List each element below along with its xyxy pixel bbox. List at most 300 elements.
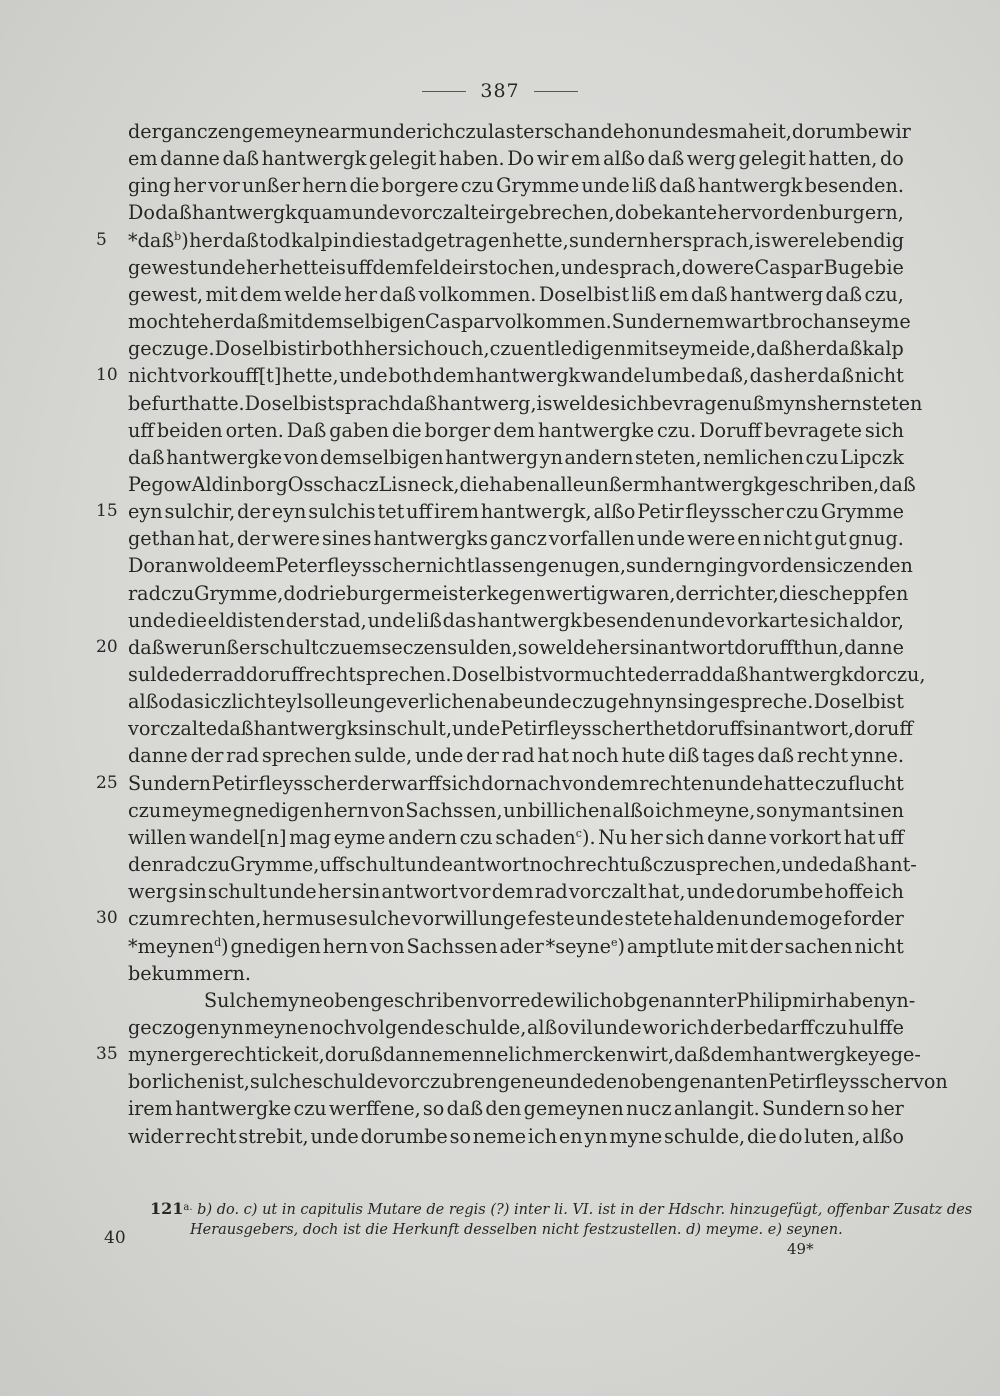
word: unde: [739, 907, 789, 930]
word: den: [593, 1070, 630, 1093]
word: sprach,: [682, 229, 755, 252]
word: unde: [310, 1125, 359, 1148]
word: en: [737, 527, 762, 550]
word: irem: [434, 500, 479, 523]
word: ist,: [220, 1070, 250, 1093]
word: czu: [805, 446, 839, 469]
word: abe: [487, 690, 523, 713]
word: stad: [382, 229, 424, 252]
word: vormuchte: [541, 663, 647, 686]
word: hantwergk: [475, 364, 581, 387]
word: unde: [545, 1070, 594, 1093]
word: arm: [329, 120, 369, 143]
word: sulche: [348, 907, 412, 930]
word: kalp: [862, 337, 904, 360]
word: *meynen$^d$): [128, 935, 229, 958]
word: yn: [539, 446, 563, 469]
word: Nu: [598, 826, 628, 849]
word: von: [913, 1070, 948, 1093]
word: daß: [825, 283, 863, 306]
word: vorczubrengene: [387, 1070, 546, 1093]
word: em: [351, 636, 382, 659]
word: daß: [825, 337, 863, 360]
page-header: [0, 80, 1000, 102]
word: unde: [404, 853, 453, 876]
text-line: [128, 742, 904, 769]
word: wor: [642, 1016, 680, 1039]
word: so: [517, 636, 540, 659]
word: gerechtickeit,: [189, 1043, 325, 1066]
word: seczen: [381, 636, 448, 659]
word: unde: [581, 174, 630, 197]
word: lebendig: [819, 229, 904, 252]
word: gnedigen: [232, 799, 324, 822]
word: rad: [226, 744, 260, 767]
word: hant-: [866, 853, 917, 876]
word: hat: [537, 744, 569, 767]
word: mit: [626, 337, 659, 360]
text-line: [128, 688, 904, 715]
word: teyl: [266, 690, 303, 713]
word: seym: [658, 337, 709, 360]
word: schult,: [386, 717, 452, 740]
word: bekante: [638, 201, 718, 224]
word: waren,: [608, 582, 676, 605]
word: alßo: [862, 1125, 904, 1148]
word: her: [792, 337, 826, 360]
word: hette: [279, 256, 330, 279]
word: danne: [844, 636, 904, 659]
word: nucz: [625, 1097, 672, 1120]
word: solle: [303, 690, 349, 713]
word: entledigen: [522, 337, 627, 360]
word: oben: [322, 989, 371, 1012]
word: rad: [212, 663, 246, 686]
word: beiden: [156, 419, 223, 442]
word: ging: [705, 554, 749, 577]
word: Doselbist: [451, 663, 542, 686]
text-line: [128, 227, 904, 254]
text-line: [128, 199, 904, 226]
word: sich: [610, 392, 650, 415]
word: schaden$^c$).: [495, 826, 596, 849]
word: nymant: [778, 799, 852, 822]
word: uß: [740, 392, 766, 415]
word: alßo: [593, 500, 636, 523]
word: fleysscher: [326, 554, 426, 577]
word: schulde,: [445, 1016, 527, 1039]
word: czu.: [656, 419, 697, 442]
word: myner: [128, 1043, 190, 1066]
line-number: 20: [96, 637, 118, 657]
word: were: [687, 527, 736, 550]
word: sprach: [334, 392, 401, 415]
text-line: [128, 118, 911, 145]
word: gancz: [489, 527, 547, 550]
word: daß: [647, 147, 685, 170]
word: stad,: [319, 609, 367, 632]
footnotes: [150, 1196, 973, 1242]
word: daß: [128, 446, 165, 469]
word: sich: [809, 609, 849, 632]
word: gnedigen: [230, 935, 321, 958]
header-rule-right: [534, 91, 578, 92]
word: anlangit.: [673, 1097, 760, 1120]
word: her: [596, 636, 630, 659]
word: unde: [128, 609, 177, 632]
word: rechten,: [180, 907, 262, 930]
word: recht: [796, 744, 849, 767]
word: alßo: [128, 690, 170, 713]
word: der: [190, 744, 224, 767]
word: borger: [424, 419, 491, 442]
word: danne: [128, 744, 188, 767]
word: her: [649, 229, 683, 252]
word: andern: [564, 446, 634, 469]
word: her: [344, 283, 378, 306]
word: gespreche.: [706, 690, 814, 713]
word: czu: [814, 1016, 848, 1039]
word: uff: [406, 500, 433, 523]
word: unde: [414, 744, 464, 767]
word: sin: [178, 880, 207, 903]
word: liß: [631, 174, 657, 197]
word: doruß: [324, 1043, 383, 1066]
text-line: [128, 905, 904, 932]
footnote-text-2: Herausgebers, doch ist die Herkunft desselben nicht festzustellen. d) meyme. e) seynen.: [190, 1222, 843, 1238]
word: Doran: [128, 554, 188, 577]
word: Sundern: [762, 1097, 846, 1120]
word: eyn: [271, 500, 307, 523]
word: mennelich: [442, 1043, 544, 1066]
word: Sachssen: [406, 935, 498, 958]
word: feste: [527, 907, 575, 930]
footnote-line-1: [150, 1196, 973, 1219]
word: rich: [416, 120, 455, 143]
word: daß: [446, 1097, 484, 1120]
word: antwort: [657, 636, 735, 659]
word: schulde,: [663, 1125, 746, 1148]
word: mit: [205, 283, 238, 306]
word: vorkarte: [725, 609, 809, 632]
word: unde: [451, 717, 501, 740]
word: burgermeister: [346, 582, 487, 605]
text-line: [128, 471, 916, 498]
word: czu: [454, 120, 489, 143]
word: so: [756, 799, 778, 822]
word: sulchis: [308, 500, 376, 523]
text-line: [128, 1095, 904, 1122]
word: in: [333, 229, 352, 252]
word: yn-: [885, 989, 916, 1012]
word: ungeverlichen: [348, 690, 488, 713]
word: vorfallen: [548, 527, 635, 550]
word: vil: [569, 1016, 593, 1039]
word: demselbigen: [319, 446, 444, 469]
word: von: [283, 446, 319, 469]
word: is: [536, 392, 553, 415]
word: unde: [636, 527, 686, 550]
word: gnug.: [848, 527, 904, 550]
word: czuflucht: [814, 772, 904, 795]
word: unde: [339, 364, 388, 387]
word: den: [485, 1097, 522, 1120]
word: gewest,: [128, 283, 204, 306]
word: dem: [372, 256, 415, 279]
word: Buge: [823, 256, 874, 279]
word: em: [659, 283, 689, 306]
text-line: [128, 1041, 921, 1068]
word: unde: [197, 256, 246, 279]
word: sin: [358, 717, 387, 740]
word: so: [422, 1097, 445, 1120]
word: haben.: [438, 147, 505, 170]
footnote-marker: c: [575, 827, 582, 840]
word: vor: [750, 201, 783, 224]
word: danne: [707, 826, 767, 849]
word: uff: [128, 419, 154, 442]
word: her: [364, 337, 398, 360]
word: Peter: [275, 554, 327, 577]
text-line: [128, 661, 926, 688]
word: aldor,: [849, 609, 904, 632]
word: von: [369, 935, 405, 958]
word: vorkort: [769, 826, 842, 849]
word: liß: [631, 283, 657, 306]
word: rad: [679, 663, 712, 686]
text-line: [128, 172, 904, 199]
word: welde: [552, 392, 611, 415]
word: der: [237, 500, 270, 523]
word: mit: [269, 310, 302, 333]
word: em: [128, 147, 158, 170]
word: em: [694, 310, 725, 333]
footnote-line-number: 40: [104, 1228, 126, 1248]
word: smaheit,: [708, 120, 792, 143]
word: hette,: [282, 364, 339, 387]
word: fleysscher: [258, 772, 357, 795]
page-number: 387: [480, 80, 520, 102]
word: der: [709, 1016, 743, 1039]
word: das: [749, 364, 784, 387]
word: antwort: [452, 853, 530, 876]
text-line: [128, 933, 904, 960]
word: schult: [207, 880, 268, 903]
word: sulden,: [447, 636, 518, 659]
word: tet: [377, 500, 405, 523]
word: doruff: [245, 663, 305, 686]
footnote-marker: b: [174, 230, 182, 243]
word: umbe: [651, 364, 706, 387]
word: vor: [748, 554, 781, 577]
word: der: [357, 772, 391, 795]
word: hulffe: [848, 1016, 904, 1039]
word: der: [675, 582, 709, 605]
word: sundern: [625, 554, 706, 577]
word: ir: [489, 201, 505, 224]
word: antwort: [381, 880, 458, 903]
word: unde: [593, 1016, 642, 1039]
text-line: [128, 960, 904, 987]
footnote-text-1: b) do. c) ut in capitulis Mutare de regis (?) inter li. VI. ist in der Hdschr. hinzugefügt, offenbar Zusatz des: [197, 1202, 973, 1218]
word: fleysscher: [814, 1070, 914, 1093]
word: fleysscher: [546, 717, 646, 740]
text-line: [128, 335, 904, 362]
text-line: [128, 525, 904, 552]
word: daß: [232, 310, 270, 333]
word: rad: [128, 582, 161, 605]
word: Sachssen,: [405, 799, 503, 822]
word: her: [173, 174, 207, 197]
word: Do: [128, 201, 155, 224]
word: Grymme: [496, 174, 580, 197]
word: myns: [765, 392, 817, 415]
word: dorumbe: [736, 880, 824, 903]
word: das: [442, 609, 477, 632]
word: amptlute: [626, 935, 715, 958]
word: tages: [702, 744, 755, 767]
word: hantwerg: [730, 283, 824, 306]
text-line: [128, 634, 904, 661]
word: czu: [160, 582, 195, 605]
word: gebrechen,: [505, 201, 615, 224]
word: yn: [220, 1016, 244, 1039]
word: hantwergk: [748, 663, 854, 686]
word: hantwergk: [660, 473, 766, 496]
word: broch: [769, 310, 826, 333]
word: unbillichen: [503, 799, 612, 822]
text-line: [128, 308, 911, 335]
word: genanten: [677, 1070, 769, 1093]
word: daß: [400, 392, 438, 415]
word: uff: [877, 826, 904, 849]
word: mit: [715, 935, 748, 958]
word: czu: [196, 853, 231, 876]
word: willen: [128, 826, 187, 849]
word: welde: [539, 636, 597, 659]
line-number: 35: [96, 1044, 118, 1064]
word: sin: [743, 717, 772, 740]
word: Petir: [500, 717, 547, 740]
word: ganczen: [160, 120, 242, 143]
word: der: [236, 527, 270, 550]
word: daß: [879, 473, 916, 496]
word: *seyne$^e$): [545, 935, 626, 958]
footnote-label: 121: [150, 1199, 184, 1218]
word: czu: [318, 636, 352, 659]
word: diß: [668, 744, 700, 767]
word: sin: [351, 880, 381, 903]
word: mag: [289, 826, 332, 849]
word: Doselbist: [244, 392, 335, 415]
word: hantwergk,: [480, 500, 592, 523]
signature-mark: 49*: [787, 1240, 814, 1258]
text-line: [128, 1123, 904, 1150]
word: sich: [665, 826, 705, 849]
word: sulche: [249, 1070, 313, 1093]
word: hatte.: [187, 392, 245, 415]
word: seyme: [849, 310, 911, 333]
word: gelegit: [368, 147, 437, 170]
footnote-label-suffix: a.: [183, 1202, 193, 1213]
word: vor: [459, 880, 491, 903]
word: her: [245, 256, 279, 279]
word: sprach,: [609, 256, 682, 279]
word: werg: [686, 147, 736, 170]
word: Pegow: [128, 473, 192, 496]
word: volkommen.: [418, 283, 537, 306]
word: rad: [164, 853, 197, 876]
word: hantwergks: [373, 527, 488, 550]
word: do: [879, 147, 904, 170]
word: danne: [382, 1043, 443, 1066]
word: bekummern.: [128, 962, 251, 985]
word: nicht: [128, 364, 178, 387]
word: besenden: [582, 609, 676, 632]
word: haben: [825, 989, 886, 1012]
word: hantwerg,: [437, 392, 537, 415]
word: ouch,: [436, 337, 490, 360]
word: unßerm: [584, 473, 661, 496]
word: hern: [322, 935, 369, 958]
word: Doselbist: [813, 690, 904, 713]
word: die: [177, 609, 207, 632]
word: dem: [596, 772, 639, 795]
word: von: [369, 799, 405, 822]
word: thet: [645, 717, 685, 740]
word: quam: [297, 201, 352, 224]
word: daß: [217, 717, 254, 740]
word: hern: [816, 392, 862, 415]
word: strebit,: [238, 1125, 309, 1148]
word: laster: [488, 120, 544, 143]
word: uff: [319, 853, 346, 876]
word: iczlich: [204, 690, 267, 713]
word: ußczusprechen,: [627, 853, 782, 876]
word: wolde: [187, 554, 246, 577]
text-line: [128, 607, 904, 634]
word: alßo: [612, 799, 655, 822]
word: irboth: [305, 337, 365, 360]
word: hantwergke: [175, 1097, 292, 1120]
word: mochte: [128, 310, 200, 333]
word: eyn: [128, 500, 163, 523]
word: sin: [677, 690, 707, 713]
word: vor: [208, 174, 240, 197]
word: mercken: [543, 1043, 629, 1066]
word: *daß$^b$): [128, 229, 189, 252]
word: gaben: [329, 419, 389, 442]
word: nicht: [854, 364, 904, 387]
word: daß: [128, 636, 165, 659]
word: Osschacz: [287, 473, 379, 496]
text-line: [128, 417, 904, 444]
word: andern: [387, 826, 457, 849]
word: daß: [829, 853, 867, 876]
word: wer: [164, 636, 202, 659]
word: an: [825, 310, 850, 333]
word: daß: [691, 283, 728, 306]
word: Daß: [286, 419, 327, 442]
word: czu,: [864, 283, 904, 306]
word: hantwergk: [192, 201, 297, 224]
word: Petir: [637, 500, 684, 523]
word: geczogen: [128, 1016, 221, 1039]
word: tod: [259, 229, 291, 252]
word: ich: [680, 1016, 710, 1039]
footnote-marker: e: [611, 936, 618, 949]
text-line: [128, 770, 904, 797]
